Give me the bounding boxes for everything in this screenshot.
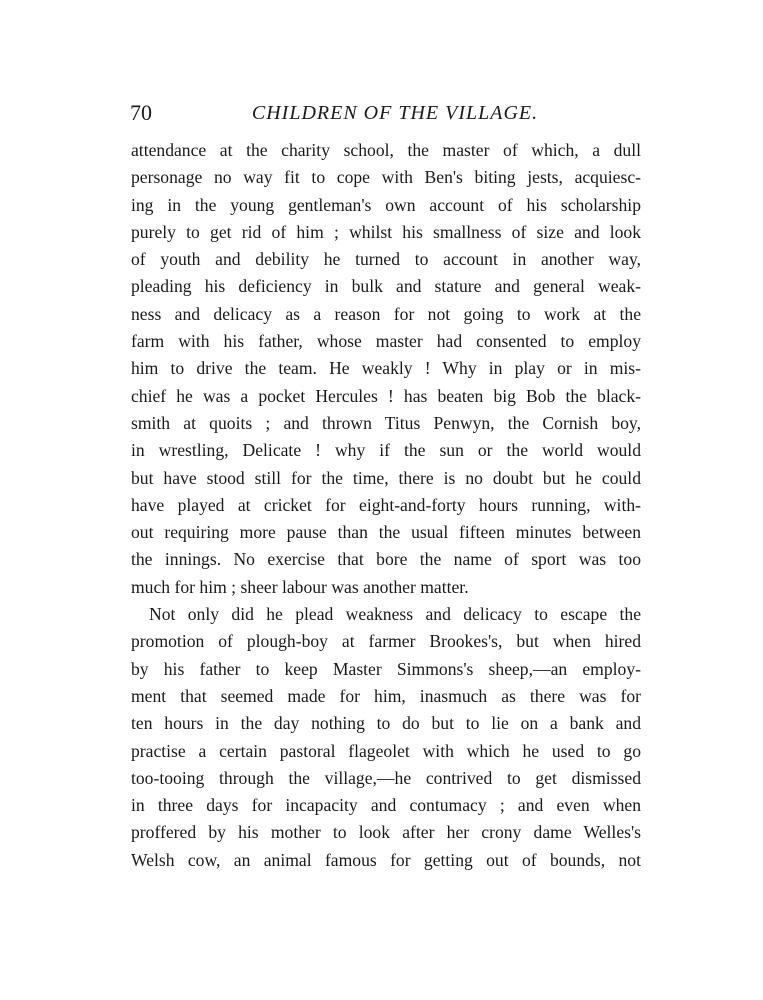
text-line: ness and delicacy as a reason for not going to work at the [131,303,641,324]
text-line: pleading his deficiency in bulk and stature and general weak- [131,276,641,297]
text-line: him to drive the team. He weakly ! Why in play or in mis- [131,358,641,379]
text-line: practise a certain pastoral flageolet with which he used to go [131,740,641,761]
text-line: in three days for incapacity and contumacy ; and even when [131,795,641,816]
text-line: smith at quoits ; and thrown Titus Penwyn, the Cornish boy, [131,412,641,433]
text-line: of youth and debility he turned to account in another way, [131,249,641,270]
page-number: 70 [130,100,152,125]
text-line: ing in the young gentleman's own account of his scholarship [131,194,641,215]
text-line: ment that seemed made for him, inasmuch as there was for [131,685,641,706]
text-line: purely to get rid of him ; whilst his smallness of size and look [131,221,641,242]
text-line: proffered by his mother to look after her crony dame Welles's [131,822,641,843]
text-line: the innings. No exercise that bore the name of sport was too [131,549,641,570]
text-line: out requiring more pause than the usual fifteen minutes between [131,522,641,543]
text-line: attendance at the charity school, the master of which, a dull [131,140,641,160]
body-text [131,137,641,874]
text-line: in wrestling, Delicate ! why if the sun or the world would [131,440,641,461]
text-line: by his father to keep Master Simmons's sheep,—an employ- [131,658,641,679]
text-line: have played at cricket for eight-and-forty hours running, with- [131,494,641,515]
text-line: Welsh cow, an animal famous for getting out of bounds, not [131,849,641,870]
text-line: ten hours in the day nothing to do but to lie on a bank and [131,713,641,734]
page-header [130,98,640,128]
text-line: promotion of plough-boy at farmer Brookes's, but when hired [131,631,641,652]
text-line: personage no way fit to cope with Ben's biting jests, acquiesc- [131,167,641,188]
text-line: farm with his father, whose master had consented to employ [131,331,641,352]
running-title: CHILDREN OF THE VILLAGE. [251,102,539,124]
text-line: too-tooing through the village,—he contrived to get dismissed [131,767,641,788]
paragraph-first-line: Not only did he plead weakness and delicacy to escape the [149,604,641,625]
text-line: but have stood still for the time, there is no doubt but he could [131,467,641,488]
text-line: chief he was a pocket Hercules ! has beaten big Bob the black- [131,385,641,406]
text-line: much for him ; sheer labour was another matter. [131,576,469,597]
